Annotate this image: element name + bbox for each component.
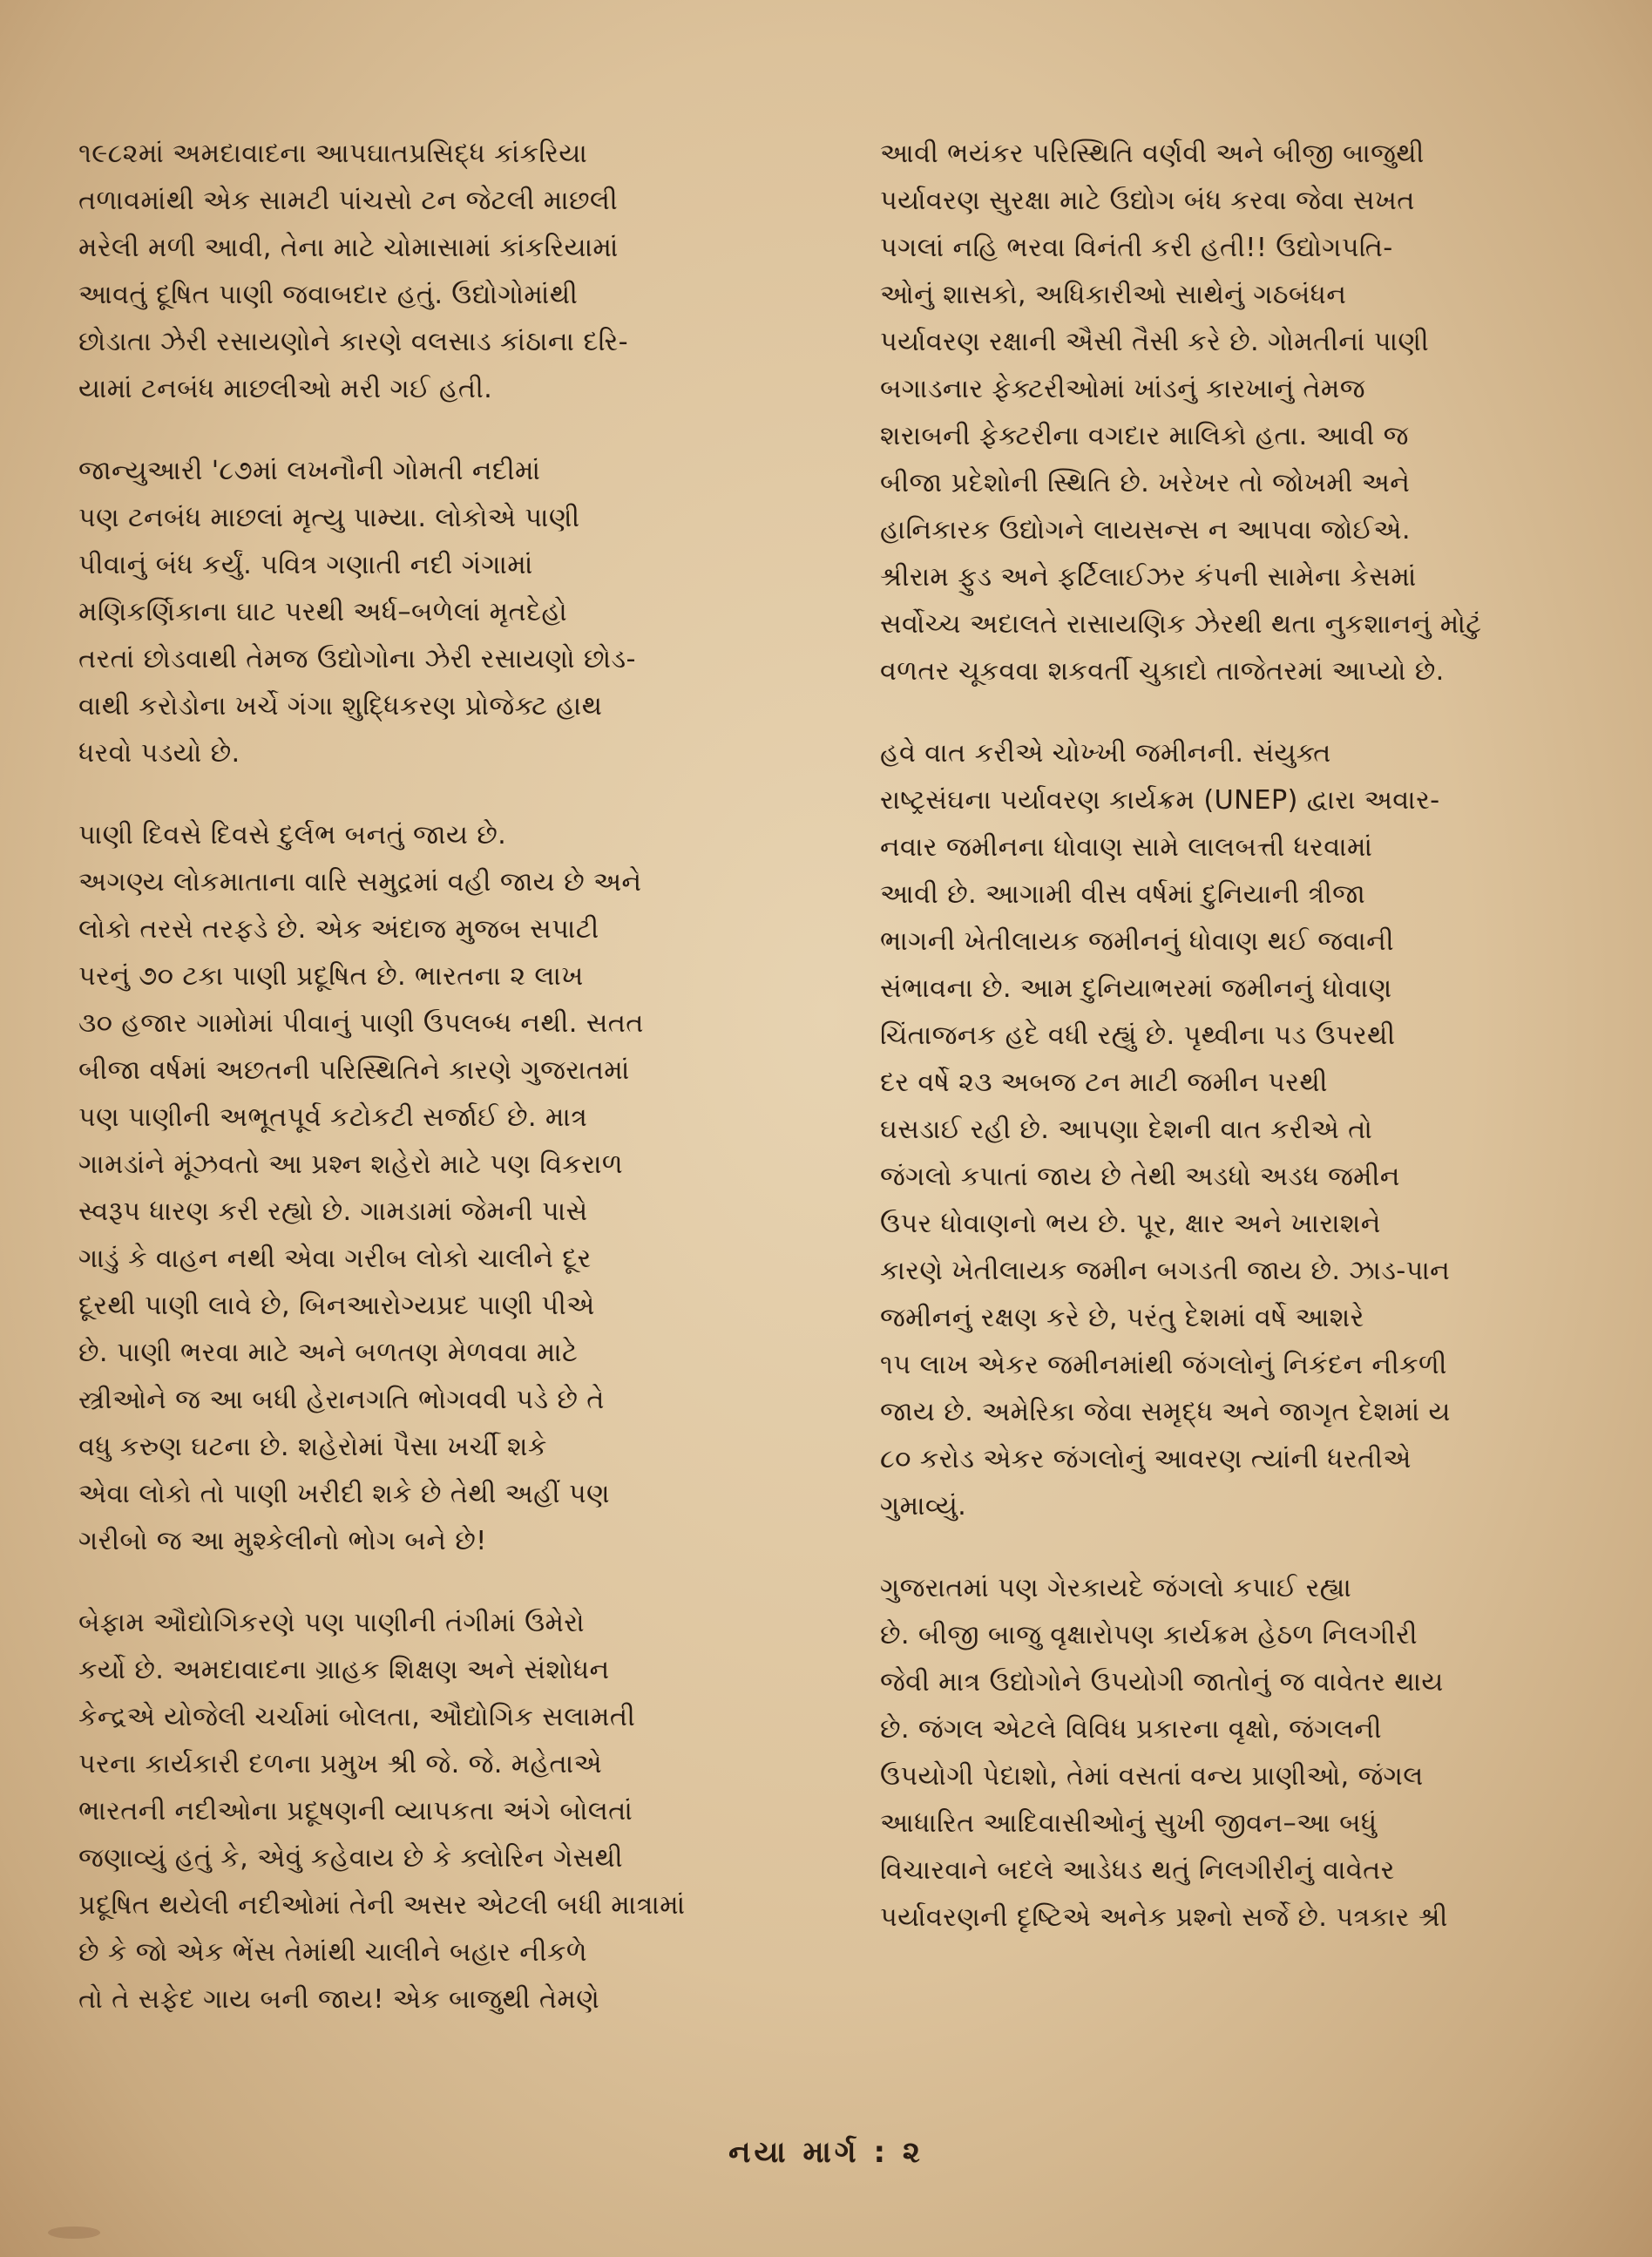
text-line: બેફામ ઔદ્યોગિકરણે પણ પાણીની તંગીમાં ઉમેરો: [78, 1608, 585, 1638]
text-line: ગરીબો જ આ મુશ્કેલીનો ભોગ બને છે!: [78, 1526, 487, 1556]
text-line: ઘસડાઈ રહી છે. આપણા દેશની વાત કરીએ તો: [880, 1115, 1373, 1145]
paragraph: [78, 1600, 828, 2023]
paragraph-gap: [880, 1530, 1629, 1565]
text-line: કારણે ખેતીલાયક જમીન બગડતી જાય છે. ઝાડ-પાન: [880, 1256, 1451, 1286]
text-line: પર્યાવરણની દૃષ્ટિએ અનેક પ્રશ્નો સર્જે છે. પત્રકાર શ્રી: [880, 1902, 1448, 1933]
text-line: વિચારવાને બદલે આડેધડ થતું નિલગીરીનું વાવેતર: [880, 1855, 1395, 1886]
text-line: સ્ત્રીઓને જ આ બધી હેરાનગતિ ભોગવવી પડે છે તે: [78, 1385, 605, 1415]
text-line: ચિંતાજનક હદે વધી રહ્યું છે. પૃથ્વીના પડ ઉપરથી: [880, 1020, 1396, 1051]
text-line: જંગલો કપાતાં જાય છે તેથી અડધો અડધ જમીન: [880, 1162, 1400, 1192]
text-line: યામાં ટનબંધ માછલીઓ મરી ગઈ હતી.: [78, 374, 493, 404]
text-line: પીવાનું બંધ કર્યું. પવિત્ર ગણાતી નદી ગંગામાં: [78, 550, 533, 580]
text-line: જાય છે. અમેરિકા જેવા સમૃદ્ધ અને જાગૃત દેશમાં ય: [880, 1397, 1451, 1427]
text-line: છે. બીજી બાજુ વૃક્ષારોપણ કાર્યક્રમ હેઠળ નિલગીરી: [880, 1620, 1418, 1650]
text-line: ધરવો પડયો છે.: [78, 738, 240, 769]
text-line: દર વર્ષે ૨૩ અબજ ટન માટી જમીન પરથી: [880, 1068, 1328, 1098]
paper-stain: [48, 2226, 100, 2239]
text-line: પ્રદૂષિત થયેલી નદીઓમાં તેની અસર એટલી બધી માત્રામાં: [78, 1890, 686, 1921]
paragraph-gap: [78, 1565, 828, 1600]
text-line: કેન્દ્રએ યોજેલી ચર્ચામાં બોલતા, ઔદ્યોગિક સલામતી: [78, 1702, 636, 1732]
text-line: આવી છે. આગામી વીસ વર્ષમાં દુનિયાની ત્રીજા: [880, 879, 1366, 910]
left-column: [78, 131, 828, 2023]
text-line: વધુ કરુણ ઘટના છે. શહેરોમાં પૈસા ખર્ચી શકે: [78, 1432, 547, 1462]
text-line: શરાબની ફેક્ટરીના વગદાર માલિકો હતા. આવી જ: [880, 421, 1409, 451]
text-line: મણિકર્ણિકાના ઘાટ પરથી અર્ધ–બળેલાં મૃતદેહો: [78, 597, 567, 627]
text-line: બગાડનાર ફેક્ટરીઓમાં ખાંડનું કારખાનું તેમજ: [880, 374, 1365, 404]
text-line: બીજા પ્રદેશોની સ્થિતિ છે. ખરેખર તો જોખમી અને: [880, 468, 1411, 498]
text-line: આવી ભયંકર પરિસ્થિતિ વર્ણવી અને બીજી બાજુથી: [880, 139, 1425, 169]
right-column: [880, 131, 1629, 1942]
text-line: પણ ટનબંધ માછલાં મૃત્યુ પામ્યા. લોકોએ પાણી: [78, 503, 580, 533]
text-line: આધારિત આદિવાસીઓનું સુખી જીવન–આ બધું: [880, 1808, 1378, 1839]
text-line: પણ પાણીની અભૂતપૂર્વ કટોકટી સર્જાઈ છે. માત્ર: [78, 1102, 588, 1133]
text-line: છે. જંગલ એટલે વિવિધ પ્રકારના વૃક્ષો, જંગલની: [880, 1714, 1382, 1745]
text-line: ઓનું શાસકો, અધિકારીઓ સાથેનું ગઠબંધન: [880, 280, 1347, 310]
text-line: તળાવમાંથી એક સામટી પાંચસો ટન જેટલી માછલી: [78, 186, 618, 216]
text-line: નવાર જમીનના ધોવાણ સામે લાલબત્તી ધરવામાં: [880, 832, 1373, 863]
text-line: છે કે જો એક ભેંસ તેમાંથી ચાલીને બહાર નીકળે: [78, 1937, 587, 1968]
text-line: ઉપયોગી પેદાશો, તેમાં વસતાં વન્ય પ્રાણીઓ, જંગલ: [880, 1761, 1424, 1792]
paragraph: [880, 730, 1629, 1530]
page-footer: નયા માર્ગ : ૨: [728, 2135, 924, 2170]
text-line: કર્યો છે. અમદાવાદના ગ્રાહક શિક્ષણ અને સંશોધન: [78, 1655, 610, 1685]
text-line: ઉપર ધોવાણનો ભય છે. પૂર, ક્ષાર અને ખારાશને: [880, 1209, 1381, 1239]
text-line: ૮૦ કરોડ એકર જંગલોનું આવરણ ત્યાંની ધરતીએ: [880, 1444, 1412, 1474]
text-line: આવતું દૂષિત પાણી જવાબદાર હતું. ઉદ્યોગોમાંથી: [78, 280, 579, 310]
text-line: ગુજરાતમાં પણ ગેરકાયદે જંગલો કપાઈ રહ્યા: [880, 1573, 1352, 1603]
text-line: વાથી કરોડોના ખર્ચે ગંગા શુદ્ધિકરણ પ્રોજેક્ટ હાથ: [78, 691, 603, 722]
text-line: હવે વાત કરીએ ચોખ્ખી જમીનની. સંયુક્ત: [880, 738, 1331, 769]
text-line: બીજા વર્ષમાં અછતની પરિસ્થિતિને કારણે ગુજરાતમાં: [78, 1055, 630, 1086]
text-line: પર્યાવરણ રક્ષાની ઐસી તૈસી કરે છે. ગોમતીનાં પાણી: [880, 327, 1429, 357]
text-line: ગામડાંને મૂંઝવતો આ પ્રશ્ન શહેરો માટે પણ વિકરાળ: [78, 1149, 623, 1180]
text-line: પાણી દિવસે દિવસે દુર્લભ બનતું જાય છે.: [78, 820, 507, 851]
paragraph-gap: [880, 695, 1629, 730]
text-line: જમીનનું રક્ષણ કરે છે, પરંતુ દેશમાં વર્ષે આશરે: [880, 1303, 1364, 1333]
paragraph: [880, 1565, 1629, 1942]
text-line: ૧૫ લાખ એકર જમીનમાંથી જંગલોનું નિકંદન નીકળી: [880, 1350, 1447, 1380]
text-line: શ્રીરામ ફુડ અને ફર્ટિલાઈઝર કંપની સામેના કેસમાં: [880, 562, 1417, 593]
paragraph-gap: [78, 777, 828, 812]
text-line: રાષ્ટ્રસંઘના પર્યાવરણ કાર્યક્રમ (UNEP) દ્વારા અવાર-: [880, 785, 1440, 816]
paragraph: [78, 448, 828, 777]
text-line: ગુમાવ્યું.: [880, 1491, 967, 1522]
paragraph: [78, 131, 828, 413]
text-line: જાન્યુઆરી '૮૭માં લખનૌની ગોમતી નદીમાં: [78, 456, 541, 486]
text-line: દૂરથી પાણી લાવે છે, બિનઆરોગ્યપ્રદ પાણી પીએ: [78, 1291, 595, 1321]
text-line: વળતર ચૂકવવા શકવર્તી ચુકાદો તાજેતરમાં આપ્યો છે.: [880, 656, 1445, 687]
text-line: છે. પાણી ભરવા માટે અને બળતણ મેળવવા માટે: [78, 1338, 579, 1368]
paragraph-gap: [78, 413, 828, 448]
text-line: તરતાં છોડવાથી તેમજ ઉદ્યોગોના ઝેરી રસાયણો છોડ-: [78, 644, 636, 674]
text-line: સર્વોચ્ચ અદાલતે રાસાયણિક ઝેરથી થતા નુકશાનનું મોટું: [880, 609, 1482, 640]
text-line: હાનિકારક ઉદ્યોગને લાયસન્સ ન આપવા જોઈએ.: [880, 515, 1411, 546]
text-line: પરના કાર્યકારી દળના પ્રમુખ શ્રી જે. જે. મહેતાએ: [78, 1749, 603, 1779]
text-line: ગાડું કે વાહન નથી એવા ગરીબ લોકો ચાલીને દૂર: [78, 1244, 592, 1274]
paragraph: [78, 812, 828, 1565]
text-line: જણાવ્યું હતું કે, એવું કહેવાય છે કે ક્લોરિન ગેસથી: [78, 1843, 623, 1874]
text-line: સંભાવના છે. આમ દુનિયાભરમાં જમીનનું ધોવાણ: [880, 973, 1392, 1004]
text-line: તો તે સફેદ ગાય બની જાય! એક બાજુથી તેમણે: [78, 1984, 600, 2015]
text-line: અગણ્ય લોકમાતાના વારિ સમુદ્રમાં વહી જાય છે અને: [78, 867, 642, 898]
text-line: જેવી માત્ર ઉદ્યોગોને ઉપયોગી જાતોનું જ વાવેતર થાય: [880, 1667, 1444, 1698]
text-line: લોકો તરસે તરફડે છે. એક અંદાજ મુજબ સપાટી: [78, 914, 599, 945]
text-line: એવા લોકો તો પાણી ખરીદી શકે છે તેથી અહીં પણ: [78, 1479, 610, 1509]
paragraph: [880, 131, 1629, 695]
text-line: પરનું ૭૦ ટકા પાણી પ્રદૂષિત છે. ભારતના ૨ લાખ: [78, 961, 584, 992]
text-line: મરેલી મળી આવી, તેના માટે ચોમાસામાં કાંકરિયામાં: [78, 233, 619, 263]
text-line: ૧૯૮૨માં અમદાવાદના આપઘાતપ્રસિદ્ધ કાંકરિયા: [78, 139, 588, 169]
text-line: ભારતની નદીઓના પ્રદૂષણની વ્યાપકતા અંગે બોલતાં: [78, 1796, 633, 1827]
text-line: છોડાતા ઝેરી રસાયણોને કારણે વલસાડ કાંઠાના દરિ-: [78, 327, 628, 357]
text-line: સ્વરૂપ ધારણ કરી રહ્યો છે. ગામડામાં જેમની પાસે: [78, 1196, 588, 1227]
text-line: ૩૦ હજાર ગામોમાં પીવાનું પાણી ઉપલબ્ધ નથી. સતત: [78, 1008, 644, 1039]
text-line: પર્યાવરણ સુરક્ષા માટે ઉદ્યોગ બંધ કરવા જેવા સખત: [880, 186, 1415, 216]
text-line: ભાગની ખેતીલાયક જમીનનું ધોવાણ થઈ જવાની: [880, 926, 1394, 957]
text-line: પગલાં નહિ ભરવા વિનંતી કરી હતી!! ઉદ્યોગપતિ-: [880, 233, 1393, 263]
